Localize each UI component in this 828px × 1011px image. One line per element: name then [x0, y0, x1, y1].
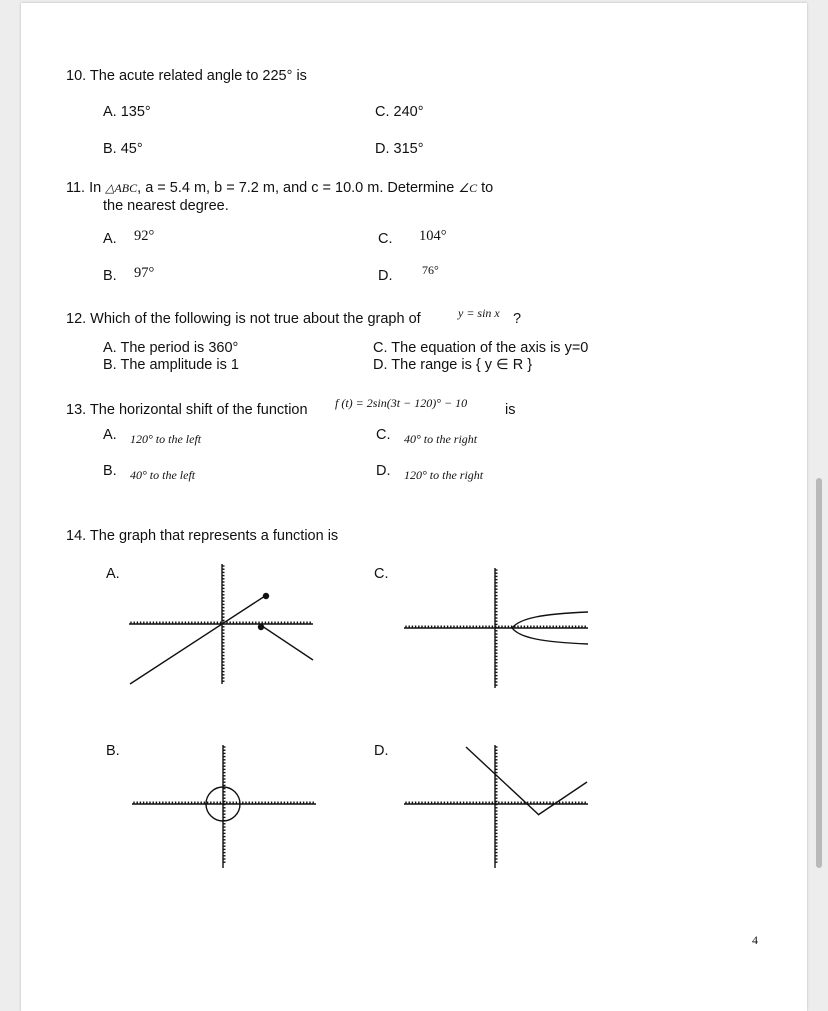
q13-option-d-label: D. [376, 463, 391, 479]
q11-triangle: △ABC [105, 181, 138, 195]
q11-option-b-value: 97° [134, 265, 155, 281]
q13-option-c-label: C. [376, 427, 391, 443]
q10-option-d: D. 315° [375, 141, 424, 157]
q13-formula: f (t) = 2sin(3t − 120)° − 10 [335, 396, 468, 410]
q11-option-d-value: 76° [422, 263, 439, 277]
q14-option-c-label: C. [374, 566, 389, 582]
q13-option-d-value: 120° to the right [404, 468, 484, 482]
q11-option-c-value: 104° [419, 228, 447, 244]
q11-option-c-label: C. [378, 231, 393, 247]
q10-option-a: A. 135° [103, 104, 151, 120]
q14-option-d-label: D. [374, 743, 389, 759]
q11-option-a-label: A. [103, 231, 117, 247]
q14-option-b-label: B. [106, 743, 120, 759]
q13-option-a-label: A. [103, 427, 117, 443]
q12-option-a: A. The period is 360° [103, 340, 239, 356]
q14-option-a-label: A. [106, 566, 120, 582]
q14-question: 14. The graph that represents a function is [66, 528, 339, 544]
q11-option-d-label: D. [378, 268, 393, 284]
line-segment [130, 596, 265, 684]
q12-formula: y = sin x [458, 306, 500, 320]
q13-option-c-value: 40° to the right [404, 432, 478, 446]
q11-suffix: to [477, 180, 494, 196]
q11-option-a-value: 92° [134, 228, 155, 244]
q13-question: 13. The horizontal shift of the function [66, 402, 308, 418]
q14-graph-c [402, 566, 592, 691]
q13-is: is [505, 402, 516, 418]
q10-option-c: C. 240° [375, 104, 424, 120]
q13-option-b-label: B. [103, 463, 117, 479]
q10-question: 10. The acute related angle to 225° is [66, 68, 307, 84]
q14-graph-a [125, 562, 320, 692]
q13-option-a-value: 120° to the left [130, 432, 202, 446]
q10-option-b: B. 45° [103, 141, 143, 157]
q11-prefix: 11. In [66, 180, 106, 196]
endpoint-dot [263, 593, 269, 599]
q12-option-d: D. The range is { y ∈ R } [373, 357, 533, 373]
q12-question-mark: ? [513, 311, 522, 327]
q12-question: 12. Which of the following is not true about the graph of [66, 311, 421, 327]
line-segment [538, 782, 587, 815]
q11-question [66, 180, 493, 197]
page-number: 4 [752, 933, 758, 947]
q13-option-b-value: 40° to the left [130, 468, 196, 482]
q11-mid: , a = 5.4 m, b = 7.2 m, and c = 10.0 m. Determine [137, 180, 459, 196]
q12-option-b: B. The amplitude is 1 [103, 357, 239, 373]
scrollbar[interactable] [816, 478, 822, 868]
q11-angle: ∠C [458, 181, 478, 195]
q11-question-line2: the nearest degree. [103, 198, 229, 214]
line-segment [466, 747, 539, 815]
line-segment [262, 626, 313, 660]
q12-option-c: C. The equation of the axis is y=0 [373, 340, 589, 356]
q14-graph-b [130, 743, 320, 873]
q11-option-b-label: B. [103, 268, 117, 284]
endpoint-dot [258, 624, 264, 630]
q14-graph-d [402, 743, 592, 873]
